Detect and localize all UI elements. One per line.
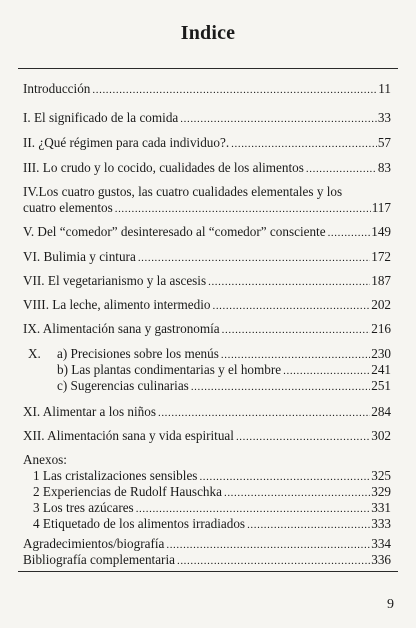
toc-entry-xii: XII. Alimentación sana y vida espiritual ..... 302: [23, 428, 391, 444]
toc-entry-vi: VI. Bulimia y cintura ..... 172: [23, 249, 391, 265]
toc-entry-ii: II. ¿Qué régimen para cada individuo?. ..... 57: [23, 135, 391, 151]
toc-entry-i: I. El significado de la comida ..... 33: [23, 110, 391, 126]
toc-entry-anexo-3: 3 Los tres azúcares ..... 331: [33, 500, 391, 516]
bottom-rule: [18, 571, 398, 572]
toc-entry-anexo-4: 4 Etiquetado de los alimentos irradiados ..... 333: [33, 516, 391, 532]
toc-entry-x-b: b) Las plantas condimentarias y el hombre ..... 241: [57, 362, 391, 378]
top-rule: [18, 68, 398, 69]
toc-entry-ix: IX. Alimentación sana y gastronomía ..... 216: [23, 321, 391, 337]
toc-entry-iv: cuatro elementos ..... 117: [23, 200, 391, 216]
toc-entry-bibliografia: Bibliografía complementaria ..... 336: [23, 552, 391, 568]
toc-section-x-label: X.: [28, 346, 41, 361]
toc-anexos-label: Anexos:: [23, 452, 67, 467]
toc-entry-introduccion: Introducción ..... 11: [23, 81, 391, 97]
toc-entry-vii: VII. El vegetarianismo y la ascesis ..... 187: [23, 273, 391, 289]
toc-entry-anexo-1: 1 Las cristalizaciones sensibles ..... 325: [33, 468, 391, 484]
toc-entry-agradecimientos: Agradecimientos/biografía ..... 334: [23, 536, 391, 552]
toc-entry-iii: III. Lo crudo y lo cocido, cualidades de los alimentos ..... 83: [23, 160, 391, 176]
toc-entry-iv-line1: IV.Los cuatro gustos, las cuatro cualidades elementales y los: [23, 184, 343, 199]
page-title: Indice: [180, 22, 236, 44]
toc-entry-xi: XI. Alimentar a los niños ..... 284: [23, 404, 391, 420]
page-number: 9: [387, 597, 394, 612]
toc-entry-x-c: c) Sugerencias culinarias ..... 251: [57, 378, 391, 394]
toc-entry-anexo-2: 2 Experiencias de Rudolf Hauschka ..... 329: [33, 484, 391, 500]
toc-entry-viii: VIII. La leche, alimento intermedio ..... 202: [23, 297, 391, 313]
toc-entry-x-a: a) Precisiones sobre los menús ..... 230: [57, 346, 391, 362]
toc-entry-v: V. Del “comedor” desinteresado al “comedor” consciente ..... 149: [23, 224, 391, 240]
